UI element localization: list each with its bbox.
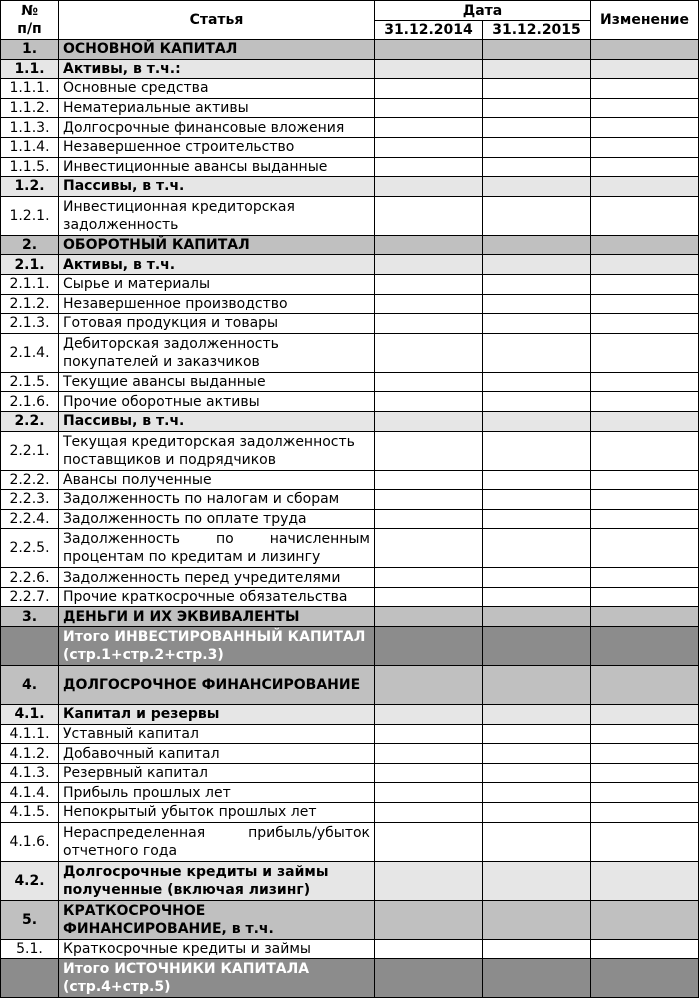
value-change[interactable] (591, 411, 699, 431)
row-number: 2. (1, 235, 59, 255)
value-2014[interactable] (375, 803, 483, 823)
value-2015[interactable] (483, 587, 591, 607)
row-article: Готовая продукция и товары (59, 314, 375, 334)
table-row (1, 529, 699, 568)
row-number: 4.1. (1, 705, 59, 725)
value-change[interactable] (591, 763, 699, 783)
table-row (1, 763, 699, 783)
value-2014[interactable] (375, 705, 483, 725)
value-2014[interactable] (375, 392, 483, 412)
table-row (1, 861, 699, 900)
value-change[interactable] (591, 509, 699, 529)
row-article: Капитал и резервы (59, 705, 375, 725)
row-number: 2.2.4. (1, 509, 59, 529)
row-number: 1.1.1. (1, 79, 59, 99)
value-change[interactable] (591, 470, 699, 490)
row-number: 4.2. (1, 861, 59, 900)
value-change[interactable] (591, 900, 699, 939)
value-2014[interactable] (375, 137, 483, 157)
row-number: 2.2.3. (1, 490, 59, 510)
value-2015[interactable] (483, 861, 591, 900)
value-2014[interactable] (375, 255, 483, 275)
row-article: Прочие оборотные активы (59, 392, 375, 412)
header-article: Статья (59, 1, 375, 40)
value-change[interactable] (591, 255, 699, 275)
value-2014[interactable] (375, 98, 483, 118)
value-2015[interactable] (483, 627, 591, 666)
value-2014[interactable] (375, 939, 483, 959)
value-2014[interactable] (375, 724, 483, 744)
table-row (1, 392, 699, 412)
value-2015[interactable] (483, 763, 591, 783)
table-row (1, 607, 699, 627)
value-2015[interactable] (483, 509, 591, 529)
value-change[interactable] (591, 235, 699, 255)
table-row (1, 157, 699, 177)
value-2015[interactable] (483, 607, 591, 627)
row-article: Долгосрочные кредиты и займы полученные (включая лизинг) (59, 861, 375, 900)
value-change[interactable] (591, 587, 699, 607)
value-2014[interactable] (375, 666, 483, 705)
value-change[interactable] (591, 861, 699, 900)
table-row (1, 196, 699, 235)
row-article: Авансы полученные (59, 470, 375, 490)
header-change: Изменение (591, 1, 699, 40)
row-number: 3. (1, 607, 59, 627)
value-2014[interactable] (375, 372, 483, 392)
value-2014[interactable] (375, 79, 483, 99)
table-row (1, 803, 699, 823)
table-row (1, 255, 699, 275)
value-2015[interactable] (483, 137, 591, 157)
value-change[interactable] (591, 939, 699, 959)
value-change[interactable] (591, 666, 699, 705)
value-2015[interactable] (483, 274, 591, 294)
value-2015[interactable] (483, 157, 591, 177)
row-article: Непокрытый убыток прошлых лет (59, 803, 375, 823)
row-article: Инвестиционная кредиторская задолженность (59, 196, 375, 235)
table-row (1, 411, 699, 431)
row-number: 1.1.4. (1, 137, 59, 157)
value-2015[interactable] (483, 255, 591, 275)
value-2014[interactable] (375, 490, 483, 510)
table-row (1, 333, 699, 372)
value-2015[interactable] (483, 392, 591, 412)
row-article: Задолженность по начисленным процентам по кредитам и лизингу (59, 529, 375, 568)
table-row (1, 705, 699, 725)
header-date-2014: 31.12.2014 (375, 21, 483, 40)
value-2014[interactable] (375, 509, 483, 529)
value-2015[interactable] (483, 939, 591, 959)
value-change[interactable] (591, 822, 699, 861)
value-change[interactable] (591, 431, 699, 470)
header-date: Дата (375, 1, 591, 21)
table-row (1, 79, 699, 99)
value-change[interactable] (591, 744, 699, 764)
row-article: Долгосрочные финансовые вложения (59, 118, 375, 138)
row-number: 1. (1, 40, 59, 60)
value-2014[interactable] (375, 607, 483, 627)
value-2014[interactable] (375, 627, 483, 666)
row-article: Нематериальные активы (59, 98, 375, 118)
value-2015[interactable] (483, 177, 591, 197)
value-2014[interactable] (375, 959, 483, 998)
value-change[interactable] (591, 59, 699, 79)
value-change[interactable] (591, 79, 699, 99)
value-change[interactable] (591, 314, 699, 334)
row-article: Основные средства (59, 79, 375, 99)
value-2014[interactable] (375, 783, 483, 803)
value-2015[interactable] (483, 803, 591, 823)
value-2015[interactable] (483, 568, 591, 588)
header-num: № п/п (1, 1, 59, 40)
row-article: ДЕНЬГИ И ИХ ЭКВИВАЛЕНТЫ (59, 607, 375, 627)
table-row (1, 822, 699, 861)
table-row (1, 490, 699, 510)
row-number: 1.1.3. (1, 118, 59, 138)
value-change[interactable] (591, 607, 699, 627)
row-article: Прибыль прошлых лет (59, 783, 375, 803)
table-row (1, 724, 699, 744)
table-row (1, 118, 699, 138)
row-number: 2.1.3. (1, 314, 59, 334)
table-row (1, 59, 699, 79)
value-2014[interactable] (375, 587, 483, 607)
row-article: Текущие авансы выданные (59, 372, 375, 392)
value-change[interactable] (591, 294, 699, 314)
value-2015[interactable] (483, 490, 591, 510)
row-article: Задолженность перед учредителями (59, 568, 375, 588)
value-2015[interactable] (483, 98, 591, 118)
row-number: 2.2.1. (1, 431, 59, 470)
row-article: Незавершенное производство (59, 294, 375, 314)
row-article: Активы, в т.ч. (59, 255, 375, 275)
value-change[interactable] (591, 118, 699, 138)
row-number: 5.1. (1, 939, 59, 959)
value-2014[interactable] (375, 59, 483, 79)
row-article: Пассивы, в т.ч. (59, 411, 375, 431)
row-article: Пассивы, в т.ч. (59, 177, 375, 197)
row-number: 2.1.1. (1, 274, 59, 294)
row-article: ОСНОВНОЙ КАПИТАЛ (59, 40, 375, 60)
value-2014[interactable] (375, 157, 483, 177)
table-row (1, 939, 699, 959)
value-2015[interactable] (483, 724, 591, 744)
value-change[interactable] (591, 803, 699, 823)
row-number (1, 959, 59, 998)
table-row (1, 294, 699, 314)
value-2014[interactable] (375, 568, 483, 588)
table-row (1, 98, 699, 118)
value-2015[interactable] (483, 411, 591, 431)
value-2014[interactable] (375, 196, 483, 235)
row-article: КРАТКОСРОЧНОЕ ФИНАНСИРОВАНИЕ, в т.ч. (59, 900, 375, 939)
value-2015[interactable] (483, 959, 591, 998)
table-row (1, 744, 699, 764)
value-2014[interactable] (375, 274, 483, 294)
value-2015[interactable] (483, 294, 591, 314)
table-row (1, 627, 699, 666)
row-number: 4.1.1. (1, 724, 59, 744)
row-number: 1.2.1. (1, 196, 59, 235)
value-2015[interactable] (483, 314, 591, 334)
value-2015[interactable] (483, 529, 591, 568)
value-2015[interactable] (483, 744, 591, 764)
value-2014[interactable] (375, 763, 483, 783)
value-2015[interactable] (483, 118, 591, 138)
value-2015[interactable] (483, 196, 591, 235)
value-2015[interactable] (483, 235, 591, 255)
value-2015[interactable] (483, 372, 591, 392)
value-2014[interactable] (375, 294, 483, 314)
value-2015[interactable] (483, 705, 591, 725)
value-2015[interactable] (483, 333, 591, 372)
value-2014[interactable] (375, 470, 483, 490)
value-2015[interactable] (483, 666, 591, 705)
value-2014[interactable] (375, 118, 483, 138)
table-row (1, 900, 699, 939)
row-number: 4.1.6. (1, 822, 59, 861)
value-2015[interactable] (483, 40, 591, 60)
value-2014[interactable] (375, 431, 483, 470)
row-number: 2.1.6. (1, 392, 59, 412)
row-article: Резервный капитал (59, 763, 375, 783)
row-article: Краткосрочные кредиты и займы (59, 939, 375, 959)
value-2014[interactable] (375, 40, 483, 60)
value-change[interactable] (591, 157, 699, 177)
row-number: 2.2. (1, 411, 59, 431)
row-article: Итого ИНВЕСТИРОВАННЫЙ КАПИТАЛ (стр.1+стр.2+стр.3) (59, 627, 375, 666)
value-2014[interactable] (375, 744, 483, 764)
value-2014[interactable] (375, 900, 483, 939)
value-change[interactable] (591, 568, 699, 588)
row-number: 1.1. (1, 59, 59, 79)
value-change[interactable] (591, 627, 699, 666)
value-change[interactable] (591, 333, 699, 372)
value-2015[interactable] (483, 822, 591, 861)
table-row (1, 314, 699, 334)
row-article: Итого ИСТОЧНИКИ КАПИТАЛА (стр.4+стр.5) (59, 959, 375, 998)
table-row (1, 783, 699, 803)
row-article: Дебиторская задолженность покупателей и заказчиков (59, 333, 375, 372)
table-row (1, 372, 699, 392)
row-number (1, 627, 59, 666)
value-change[interactable] (591, 137, 699, 157)
value-2015[interactable] (483, 431, 591, 470)
value-2014[interactable] (375, 177, 483, 197)
value-change[interactable] (591, 177, 699, 197)
row-number: 1.1.2. (1, 98, 59, 118)
value-2015[interactable] (483, 900, 591, 939)
row-article: Нераспределенная прибыль/убыток отчетного года (59, 822, 375, 861)
value-2014[interactable] (375, 333, 483, 372)
table-row (1, 431, 699, 470)
value-change[interactable] (591, 40, 699, 60)
header-date-2015: 31.12.2015 (483, 21, 591, 40)
value-change[interactable] (591, 372, 699, 392)
row-article: Добавочный капитал (59, 744, 375, 764)
row-number: 4. (1, 666, 59, 705)
value-2014[interactable] (375, 822, 483, 861)
row-number: 4.1.3. (1, 763, 59, 783)
row-number: 2.1.5. (1, 372, 59, 392)
value-2015[interactable] (483, 59, 591, 79)
row-number: 4.1.5. (1, 803, 59, 823)
value-2015[interactable] (483, 470, 591, 490)
row-article: Задолженность по оплате труда (59, 509, 375, 529)
table-row (1, 137, 699, 157)
value-change[interactable] (591, 274, 699, 294)
row-number: 2.2.6. (1, 568, 59, 588)
value-2015[interactable] (483, 79, 591, 99)
table-row (1, 959, 699, 998)
value-change[interactable] (591, 490, 699, 510)
value-change[interactable] (591, 724, 699, 744)
value-2014[interactable] (375, 529, 483, 568)
row-article: Незавершенное строительство (59, 137, 375, 157)
value-2014[interactable] (375, 314, 483, 334)
table-row (1, 568, 699, 588)
row-article: ОБОРОТНЫЙ КАПИТАЛ (59, 235, 375, 255)
row-article: Инвестиционные авансы выданные (59, 157, 375, 177)
table-row (1, 587, 699, 607)
value-2014[interactable] (375, 861, 483, 900)
row-article: Активы, в т.ч.: (59, 59, 375, 79)
row-number: 1.2. (1, 177, 59, 197)
value-2014[interactable] (375, 235, 483, 255)
row-article: Задолженность по налогам и сборам (59, 490, 375, 510)
value-change[interactable] (591, 705, 699, 725)
row-number: 1.1.5. (1, 157, 59, 177)
row-number: 2.1.4. (1, 333, 59, 372)
row-article: Текущая кредиторская задолженность поставщиков и подрядчиков (59, 431, 375, 470)
row-number: 4.1.4. (1, 783, 59, 803)
table-row (1, 274, 699, 294)
row-article: Прочие краткосрочные обязательства (59, 587, 375, 607)
table-row (1, 509, 699, 529)
table-row (1, 40, 699, 60)
table-row (1, 235, 699, 255)
row-number: 4.1.2. (1, 744, 59, 764)
table-row (1, 470, 699, 490)
row-article: Уставный капитал (59, 724, 375, 744)
value-change[interactable] (591, 529, 699, 568)
table-row (1, 666, 699, 705)
row-article: Сырье и материалы (59, 274, 375, 294)
row-number: 5. (1, 900, 59, 939)
row-number: 2.1. (1, 255, 59, 275)
value-2014[interactable] (375, 411, 483, 431)
value-change[interactable] (591, 959, 699, 998)
row-article: ДОЛГОСРОЧНОЕ ФИНАНСИРОВАНИЕ (59, 666, 375, 705)
value-change[interactable] (591, 392, 699, 412)
row-number: 2.2.2. (1, 470, 59, 490)
row-number: 2.2.7. (1, 587, 59, 607)
value-change[interactable] (591, 783, 699, 803)
row-number: 2.2.5. (1, 529, 59, 568)
value-change[interactable] (591, 98, 699, 118)
row-number: 2.1.2. (1, 294, 59, 314)
table-row (1, 177, 699, 197)
value-2015[interactable] (483, 783, 591, 803)
value-change[interactable] (591, 196, 699, 235)
